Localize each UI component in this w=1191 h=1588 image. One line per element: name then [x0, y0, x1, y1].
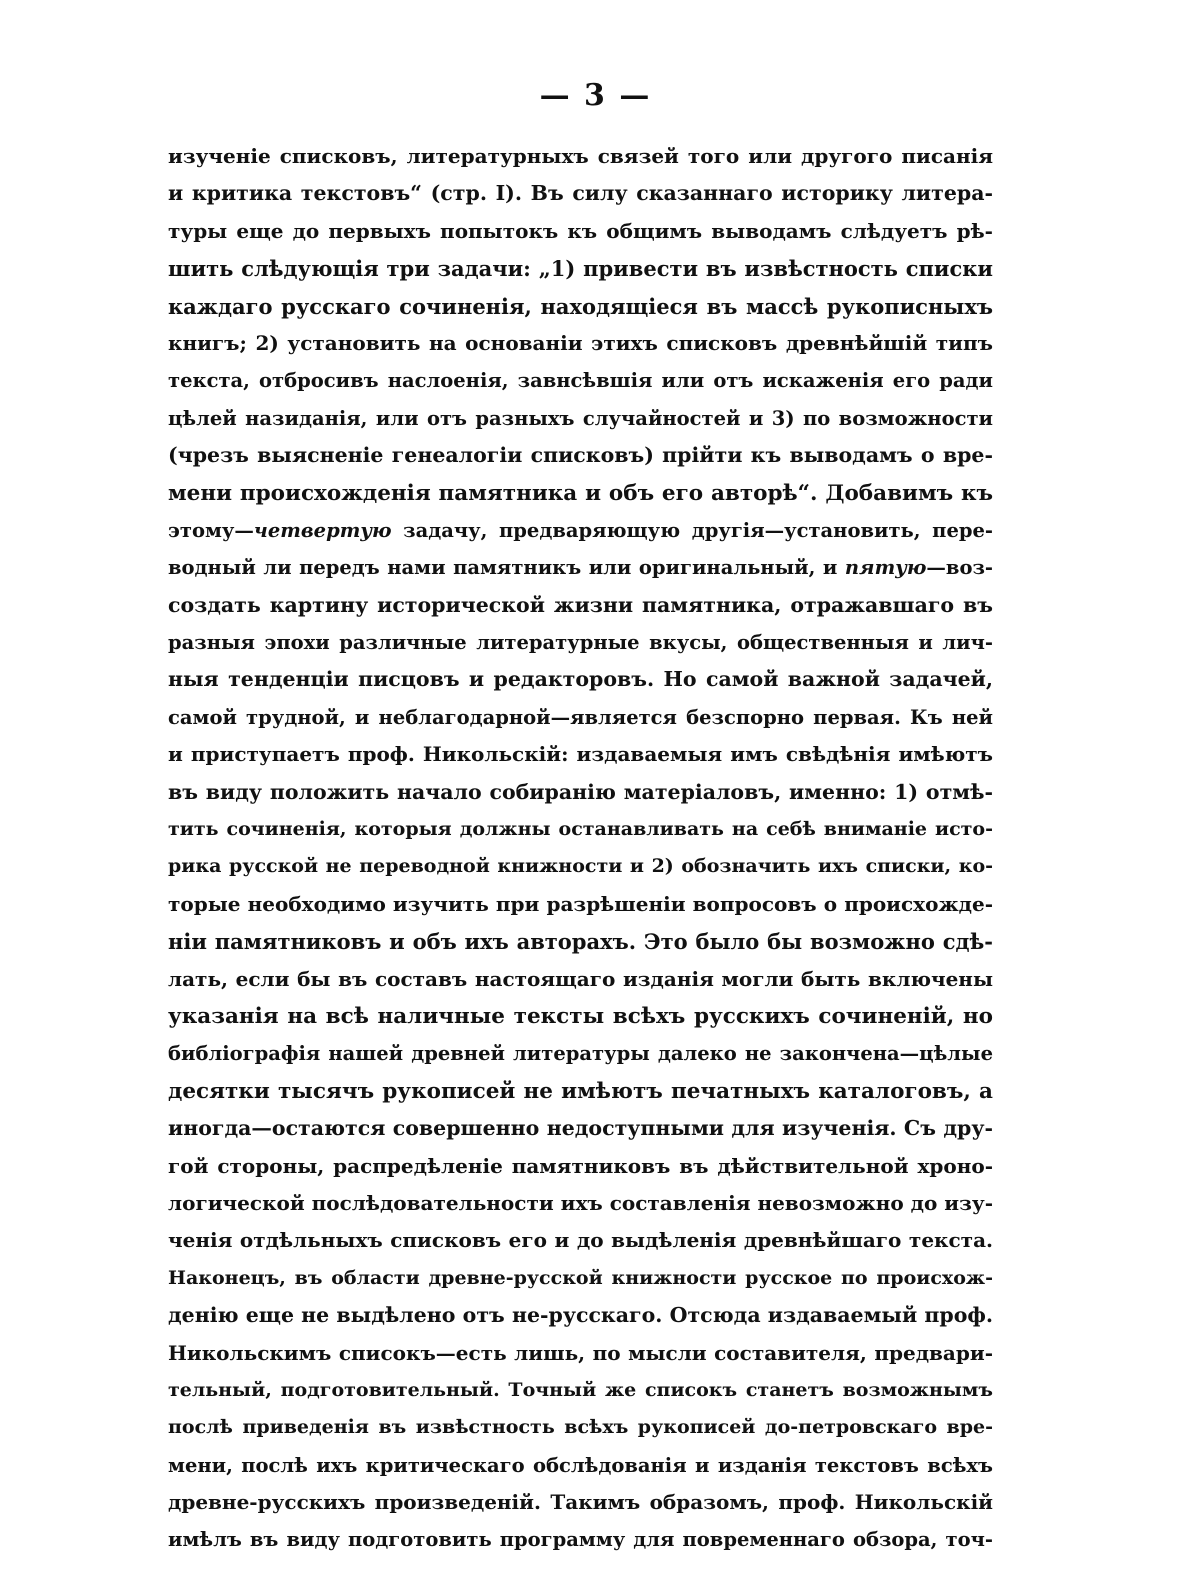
text-line: создать картину исторической жизни памятника, отражавшаго въ: [168, 592, 993, 617]
text-line: текста, отбросивъ наслоенія, завнсѣвшія или отъ искаженія его ради: [168, 369, 993, 393]
page-number: — 3 —: [539, 78, 652, 113]
text-line: шить слѣдующія три задачи: „1) привести въ извѣстность списки: [168, 256, 993, 282]
text-line: денію еще не выдѣлено отъ не-русскаго. Отсюда издаваемый проф.: [168, 1303, 993, 1328]
text-line: древне-русскихъ произведеній. Такимъ образомъ, проф. Никольскій: [168, 1490, 993, 1515]
text-line: туры еще до первыхъ попытокъ къ общимъ выводамъ слѣдуетъ рѣ-: [168, 218, 993, 243]
text-line: въ виду положить начало собиранію матеріаловъ, именно: 1) отмѣ-: [168, 779, 993, 804]
emphasized-word: пятую: [844, 556, 927, 580]
text-line: самой трудной, и неблагодарной—является безспорно первая. Къ ней: [168, 705, 993, 729]
text-line: ніи памятниковъ и объ ихъ авторахъ. Это было бы возможно сдѣ-: [168, 929, 993, 955]
text-line: торые необходимо изучить при разрѣшеніи вопросовъ о происхожде-: [168, 891, 993, 916]
text-line: мени происхожденія памятника и объ его авторѣ“. Добавимъ къ: [168, 480, 993, 506]
text-line: рика русской не переводной книжности и 2) обозначить ихъ списки, ко-: [168, 855, 993, 878]
text-line: ныя тенденціи писцовъ и редакторовъ. Но самой важной задачей,: [168, 667, 993, 692]
text-line: мени, послѣ ихъ критическаго обслѣдованія и изданія текстовъ всѣхъ: [168, 1453, 993, 1477]
text-line: библіографія нашей древней литературы далеко не закончена—цѣлые: [168, 1042, 993, 1066]
text-line: каждаго русскаго сочиненія, находящіеся въ массѣ рукописныхъ: [168, 293, 993, 319]
body-text: [168, 138, 993, 1559]
text-line: логической послѣдовательности ихъ составленія невозможно до изу-: [168, 1190, 993, 1215]
text-line: (чрезъ выясненіе генеалогіи списковъ) прійти къ выводамъ о вре-: [168, 443, 993, 468]
text-line: и приступаетъ проф. Никольскій: издаваемыя имъ свѣдѣнія имѣютъ: [168, 742, 993, 767]
text-line: водный ли передъ нами памятникъ или оригинальный, и пятую—воз-: [168, 556, 993, 580]
text-line: десятки тысячъ рукописей не имѣютъ печатныхъ каталоговъ, а: [168, 1078, 993, 1104]
text-line: цѣлей назиданія, или отъ разныхъ случайностей и 3) по возможности: [168, 406, 993, 430]
text-line: Наконецъ, въ области древне-русской книжности русское по происхож-: [168, 1266, 993, 1289]
text-line: и критика текстовъ“ (стр. I). Въ силу сказаннаго историку литера-: [168, 181, 993, 206]
text-line: послѣ приведенія въ извѣстность всѣхъ рукописей до-петровскаго вре-: [168, 1416, 993, 1439]
text-line: книгъ; 2) установить на основаніи этихъ списковъ древнѣйшій типъ: [168, 330, 993, 355]
text-line: этому—четвертую задачу, предваряющую другія—установить, пере-: [168, 518, 993, 542]
text-line: тельный, подготовительный. Точный же списокъ станетъ возможнымъ: [168, 1378, 993, 1401]
text-line: тить сочиненія, которыя должны останавливать на себѣ вниманіе исто-: [168, 818, 993, 841]
text-line: имѣлъ въ виду подготовить программу для повременнаго обзора, точ-: [168, 1528, 993, 1552]
text-line: гой стороны, распредѣленіе памятниковъ въ дѣйствительной хроно-: [168, 1153, 993, 1178]
text-line: иногда—остаются совершенно недоступными для изученія. Съ дру-: [168, 1116, 993, 1141]
text-line: лать, если бы въ составъ настоящаго изданія могли быть включены: [168, 966, 993, 991]
emphasized-word: четвертую: [253, 518, 392, 542]
text-line: указанія на всѣ наличные тексты всѣхъ русскихъ сочиненій, но: [168, 1003, 993, 1029]
text-line: Никольскимъ списокъ—есть лишь, по мысли составителя, предвари-: [168, 1340, 993, 1365]
text-line: изученіе списковъ, литературныхъ связей того или другого писанія: [168, 144, 993, 168]
text-line: разныя эпохи различные литературные вкусы, общественныя и лич-: [168, 631, 993, 655]
text-line: ченія отдѣльныхъ списковъ его и до выдѣленія древнѣйшаго текста.: [168, 1228, 993, 1253]
